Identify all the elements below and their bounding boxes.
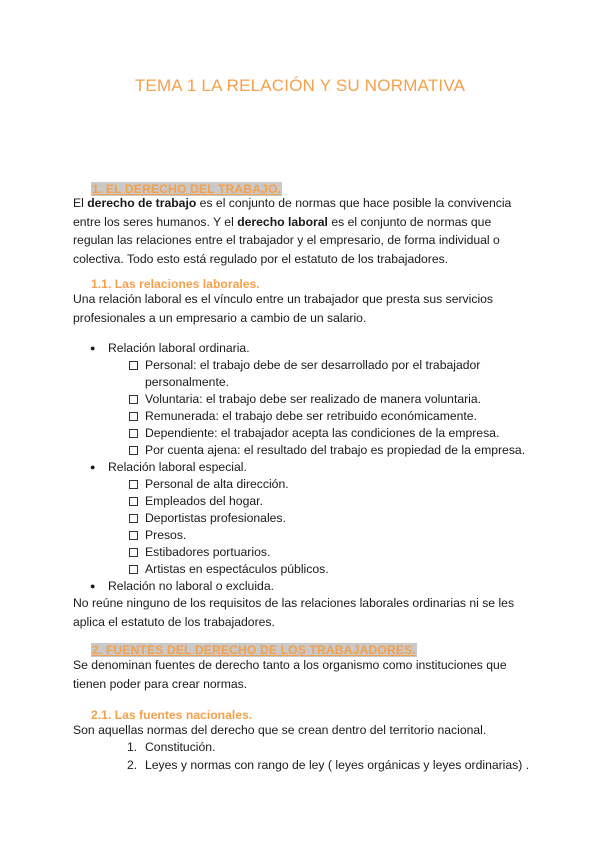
checkbox-icon xyxy=(129,395,138,404)
document-title: TEMA 1 LA RELACIÓN Y SU NORMATIVA xyxy=(134,76,466,95)
checkbox-icon xyxy=(129,497,138,506)
text-run: es el conjunto de normas que xyxy=(327,214,492,229)
subsection-2-1-heading: 2.1. Las fuentes nacionales. xyxy=(91,708,253,722)
checkbox-icon xyxy=(129,531,138,540)
checkbox-icon xyxy=(129,565,138,574)
paragraph-line xyxy=(73,194,543,213)
checkbox-item-continuation xyxy=(129,374,529,391)
item-text: Estibadores portuarios. xyxy=(145,545,271,559)
item-text: Presos. xyxy=(145,528,187,542)
checkbox-icon xyxy=(129,548,138,557)
checkbox-item xyxy=(129,544,529,561)
checkbox-list xyxy=(129,476,529,578)
paragraph-line: Son aquellas normas del derecho que se crean dentro del territorio nacional. xyxy=(73,723,487,737)
checkbox-item xyxy=(129,561,529,578)
item-text: Voluntaria: el trabajo debe ser realizado de manera voluntaria. xyxy=(145,392,482,406)
text-run: entre los seres humanos. Y el xyxy=(73,214,238,229)
item-number: 2. xyxy=(127,758,138,772)
item-number: 1. xyxy=(127,740,138,754)
paragraph-line xyxy=(73,213,543,232)
numbered-list xyxy=(127,738,547,774)
item-text: Personal: el trabajo debe de ser desarrollado por el trabajador xyxy=(145,358,481,372)
subsection-1-1-heading: 1.1. Las relaciones laborales. xyxy=(91,277,260,291)
paragraph-line: Se denominan fuentes de derecho tanto a los organismo como instituciones que xyxy=(73,658,507,672)
paragraph-line: aplica el estatuto de los trabajadores. xyxy=(73,614,275,629)
paragraph-line: profesionales a un empresario a cambio de un salario. xyxy=(73,310,367,325)
subsection-2-1-paragraph xyxy=(73,721,543,740)
item-text: Deportistas profesionales. xyxy=(145,511,286,525)
paragraph-line: regulan las relaciones entre el trabajador y el empresario, de forma individual o xyxy=(73,233,500,248)
section-2-heading-text: 2. FUENTES DEL DERECHO DE LOS TRABAJADORES. xyxy=(92,643,416,657)
checkbox-item xyxy=(129,527,529,544)
checkbox-icon xyxy=(129,514,138,523)
section-1-heading-text: 1. EL DERECHO DEL TRABAJO. xyxy=(92,182,282,196)
checkbox-list xyxy=(129,357,529,459)
checkbox-icon xyxy=(129,429,138,438)
text-run: es el conjunto de normas que hace posible la convivencia xyxy=(196,196,512,210)
checkbox-item xyxy=(129,493,529,510)
checkbox-item xyxy=(129,357,529,374)
checkbox-item xyxy=(129,391,529,408)
checkbox-item xyxy=(129,476,529,493)
numbered-item xyxy=(127,756,547,774)
excluded-paragraph xyxy=(73,594,543,631)
text-run: El xyxy=(73,196,88,210)
bullet-dot-icon: ● xyxy=(90,343,96,353)
item-text: Por cuenta ajena: el resultado del trabajo es propiedad de la empresa. xyxy=(145,443,526,457)
paragraph-line: Una relación laboral es el vínculo entre un trabajador que presta sus servicios xyxy=(73,292,494,306)
item-text: personalmente. xyxy=(145,375,230,389)
bullet-item xyxy=(90,340,530,357)
bullet-label: Relación no laboral o excluida. xyxy=(108,579,274,593)
checkbox-item xyxy=(129,408,529,425)
bullet-item xyxy=(90,459,530,476)
checkbox-icon xyxy=(129,480,138,489)
checkbox-item xyxy=(129,425,529,442)
numbered-item xyxy=(127,738,547,756)
item-text: Personal de alta dirección. xyxy=(145,477,289,491)
bold-term: derecho laboral xyxy=(237,214,328,229)
item-text: Dependiente: el trabajador acepta las condiciones de la empresa. xyxy=(145,426,500,440)
checkbox-item xyxy=(129,442,529,459)
bold-term: derecho de trabajo xyxy=(87,196,197,210)
checkbox-item xyxy=(129,510,529,527)
bullet-dot-icon: ● xyxy=(90,462,96,472)
item-text: Leyes y normas con rango de ley ( leyes orgánicas y leyes ordinarias) . xyxy=(145,758,530,772)
item-text: Remunerada: el trabajo debe ser retribuido económicamente. xyxy=(145,409,477,423)
subsection-1-1-paragraph xyxy=(73,290,543,327)
checkbox-icon xyxy=(129,361,138,370)
checkbox-icon xyxy=(129,412,138,421)
bullet-dot-icon: ● xyxy=(90,581,96,591)
bullet-label: Relación laboral ordinaria. xyxy=(108,341,250,355)
section-1-paragraph xyxy=(73,194,543,268)
paragraph-line: tienen poder para crear normas. xyxy=(73,676,248,691)
item-text: Artistas en espectáculos públicos. xyxy=(145,562,329,576)
bullet-item xyxy=(90,578,530,595)
item-text: Constitución. xyxy=(145,740,216,754)
section-2-paragraph xyxy=(73,656,543,693)
paragraph-line: No reúne ninguno de los requisitos de las relaciones laborales ordinarias ni se les xyxy=(73,596,515,610)
checkbox-icon xyxy=(129,446,138,455)
bullet-label: Relación laboral especial. xyxy=(108,460,247,474)
item-text: Empleados del hogar. xyxy=(145,494,263,508)
paragraph-line: colectiva. Todo esto está regulado por el estatuto de los trabajadores. xyxy=(73,251,449,266)
